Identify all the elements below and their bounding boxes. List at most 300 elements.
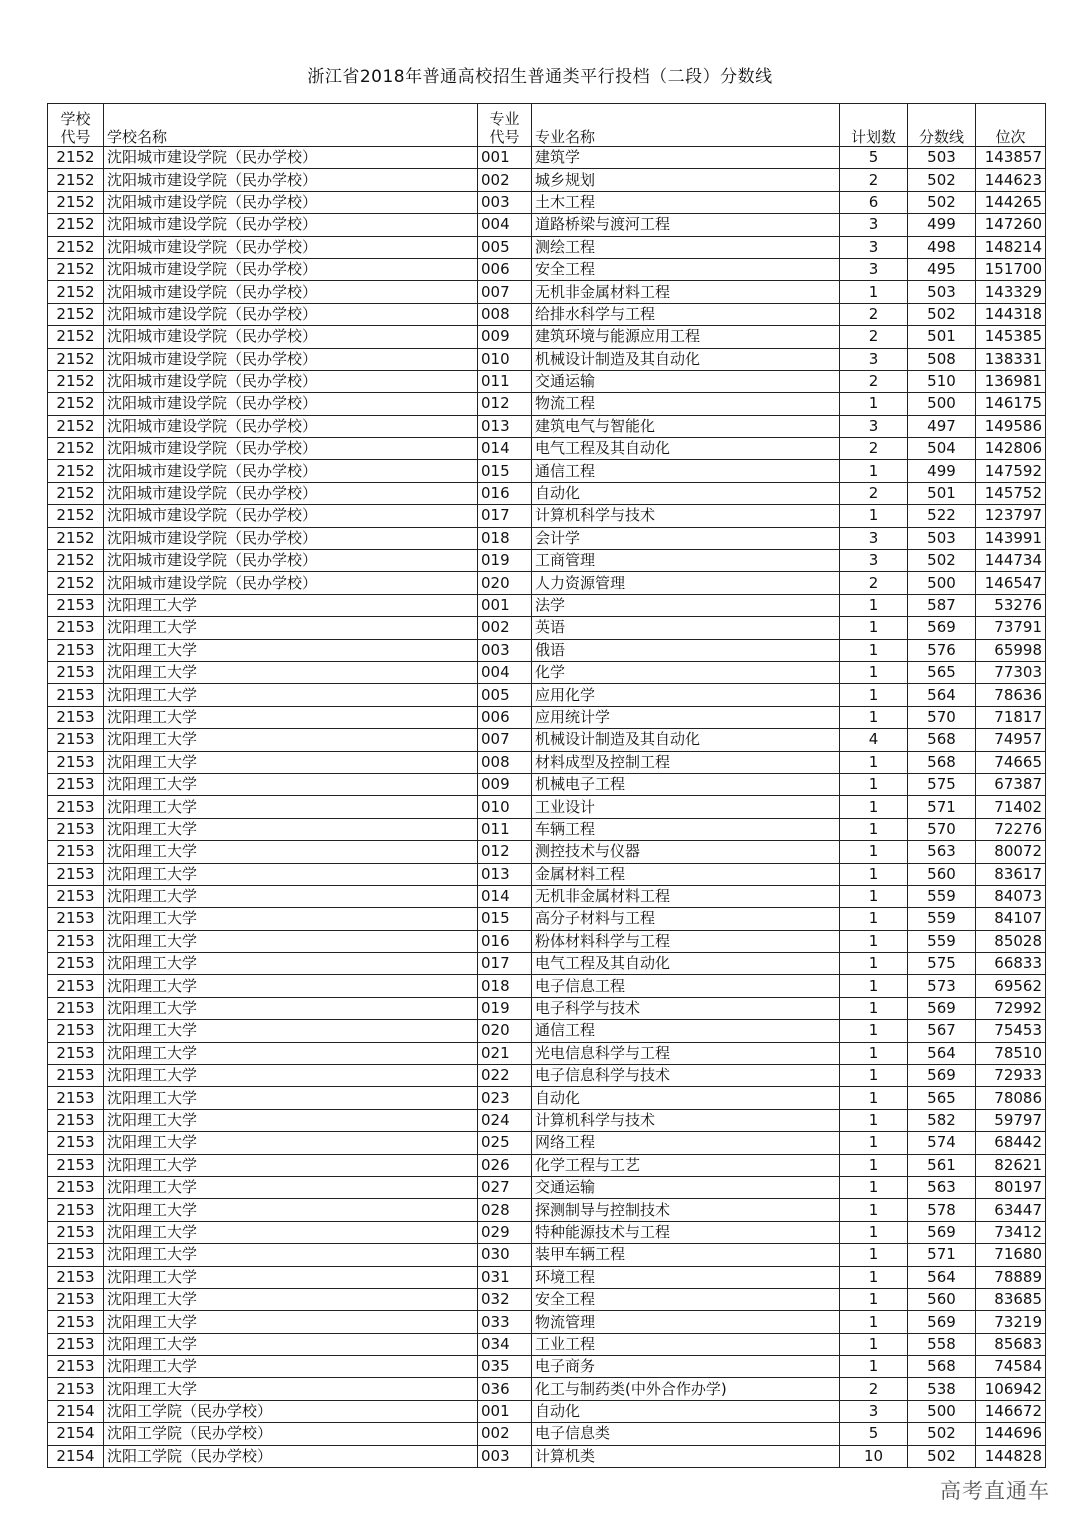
- cell-rank: 65998: [976, 639, 1046, 661]
- cell-rank: 78086: [976, 1087, 1046, 1109]
- cell-score: 568: [908, 1356, 976, 1378]
- header-rank: 位次: [976, 104, 1046, 147]
- header-school-name: 学校名称: [104, 104, 478, 147]
- table-row: [48, 1311, 1046, 1333]
- cell-score: 567: [908, 1020, 976, 1042]
- cell-plan: 1: [840, 1087, 908, 1109]
- cell-plan: 1: [840, 661, 908, 683]
- table-row: [48, 214, 1046, 236]
- cell-major-code: 031: [478, 1266, 532, 1288]
- cell-major-name: 无机非金属材料工程: [532, 885, 840, 907]
- cell-school-name: 沈阳理工大学: [104, 751, 478, 773]
- cell-rank: 147592: [976, 460, 1046, 482]
- cell-major-name: 计算机科学与技术: [532, 505, 840, 527]
- cell-major-name: 机械电子工程: [532, 773, 840, 795]
- cell-major-code: 004: [478, 214, 532, 236]
- cell-rank: 83617: [976, 863, 1046, 885]
- cell-school-name: 沈阳理工大学: [104, 975, 478, 997]
- score-table: [47, 103, 1046, 1468]
- cell-school-name: 沈阳城市建设学院（民办学校）: [104, 214, 478, 236]
- cell-plan: 3: [840, 550, 908, 572]
- cell-score: 558: [908, 1333, 976, 1355]
- cell-score: 565: [908, 1087, 976, 1109]
- cell-plan: 1: [840, 281, 908, 303]
- cell-score: 502: [908, 1423, 976, 1445]
- cell-score: 559: [908, 930, 976, 952]
- cell-plan: 1: [840, 1132, 908, 1154]
- table-row: [48, 1087, 1046, 1109]
- header-score: 分数线: [908, 104, 976, 147]
- table-row: [48, 1199, 1046, 1221]
- cell-school-name: 沈阳理工大学: [104, 796, 478, 818]
- cell-score: 522: [908, 505, 976, 527]
- cell-school-name: 沈阳理工大学: [104, 818, 478, 840]
- cell-major-name: 交通运输: [532, 370, 840, 392]
- cell-rank: 84073: [976, 885, 1046, 907]
- cell-major-name: 化工与制药类(中外合作办学): [532, 1378, 840, 1400]
- table-row: [48, 841, 1046, 863]
- cell-rank: 148214: [976, 236, 1046, 258]
- cell-plan: 1: [840, 841, 908, 863]
- cell-rank: 68442: [976, 1132, 1046, 1154]
- cell-school-name: 沈阳理工大学: [104, 930, 478, 952]
- cell-major-code: 027: [478, 1176, 532, 1198]
- cell-major-name: 电子商务: [532, 1356, 840, 1378]
- cell-major-name: 英语: [532, 617, 840, 639]
- cell-major-code: 007: [478, 281, 532, 303]
- cell-major-name: 电子科学与技术: [532, 997, 840, 1019]
- cell-score: 510: [908, 370, 976, 392]
- cell-major-code: 001: [478, 1400, 532, 1422]
- cell-plan: 1: [840, 773, 908, 795]
- cell-school-code: 2153: [48, 885, 104, 907]
- cell-school-code: 2153: [48, 617, 104, 639]
- cell-major-code: 006: [478, 258, 532, 280]
- cell-plan: 1: [840, 1020, 908, 1042]
- cell-rank: 72992: [976, 997, 1046, 1019]
- cell-score: 564: [908, 1266, 976, 1288]
- cell-school-name: 沈阳城市建设学院（民办学校）: [104, 438, 478, 460]
- cell-plan: 1: [840, 796, 908, 818]
- table-row: [48, 1132, 1046, 1154]
- table-row: [48, 527, 1046, 549]
- cell-score: 502: [908, 550, 976, 572]
- cell-major-name: 工业工程: [532, 1333, 840, 1355]
- cell-major-name: 机械设计制造及其自动化: [532, 348, 840, 370]
- cell-school-code: 2152: [48, 438, 104, 460]
- cell-rank: 144696: [976, 1423, 1046, 1445]
- cell-major-code: 002: [478, 617, 532, 639]
- cell-major-name: 化学工程与工艺: [532, 1154, 840, 1176]
- cell-school-code: 2153: [48, 1311, 104, 1333]
- cell-score: 502: [908, 1445, 976, 1467]
- cell-school-name: 沈阳理工大学: [104, 953, 478, 975]
- cell-major-code: 018: [478, 975, 532, 997]
- table-row: [48, 303, 1046, 325]
- cell-school-code: 2154: [48, 1400, 104, 1422]
- cell-plan: 4: [840, 729, 908, 751]
- table-row: [48, 191, 1046, 213]
- cell-major-name: 电子信息类: [532, 1423, 840, 1445]
- cell-score: 568: [908, 729, 976, 751]
- cell-school-code: 2153: [48, 594, 104, 616]
- cell-major-code: 008: [478, 751, 532, 773]
- cell-major-name: 会计学: [532, 527, 840, 549]
- table-row: [48, 617, 1046, 639]
- cell-school-name: 沈阳城市建设学院（民办学校）: [104, 505, 478, 527]
- cell-plan: 3: [840, 1400, 908, 1422]
- cell-rank: 78636: [976, 684, 1046, 706]
- cell-school-code: 2152: [48, 460, 104, 482]
- table-body: [48, 104, 1046, 1468]
- cell-score: 564: [908, 684, 976, 706]
- cell-plan: 1: [840, 684, 908, 706]
- cell-plan: 1: [840, 1244, 908, 1266]
- cell-rank: 145385: [976, 326, 1046, 348]
- cell-rank: 74665: [976, 751, 1046, 773]
- cell-plan: 2: [840, 1378, 908, 1400]
- cell-school-code: 2152: [48, 281, 104, 303]
- cell-major-code: 013: [478, 415, 532, 437]
- table-row: [48, 348, 1046, 370]
- cell-major-code: 012: [478, 841, 532, 863]
- cell-rank: 146547: [976, 572, 1046, 594]
- cell-score: 508: [908, 348, 976, 370]
- cell-major-code: 023: [478, 1087, 532, 1109]
- cell-plan: 1: [840, 1221, 908, 1243]
- cell-major-code: 004: [478, 661, 532, 683]
- table-row: [48, 1356, 1046, 1378]
- cell-major-name: 电气工程及其自动化: [532, 953, 840, 975]
- cell-major-code: 020: [478, 1020, 532, 1042]
- cell-major-name: 光电信息科学与工程: [532, 1042, 840, 1064]
- table-row: [48, 169, 1046, 191]
- cell-rank: 144265: [976, 191, 1046, 213]
- cell-rank: 63447: [976, 1199, 1046, 1221]
- header-major-code-line2: 代号: [489, 128, 520, 146]
- header-row: [48, 104, 1046, 147]
- table-row: [48, 1221, 1046, 1243]
- cell-school-code: 2153: [48, 751, 104, 773]
- cell-major-code: 017: [478, 953, 532, 975]
- cell-major-code: 014: [478, 885, 532, 907]
- cell-school-code: 2152: [48, 326, 104, 348]
- cell-school-code: 2152: [48, 258, 104, 280]
- table-row: [48, 147, 1046, 169]
- table-row: [48, 1020, 1046, 1042]
- table-row: [48, 438, 1046, 460]
- cell-school-name: 沈阳理工大学: [104, 1244, 478, 1266]
- cell-school-code: 2153: [48, 908, 104, 930]
- cell-school-code: 2153: [48, 729, 104, 751]
- cell-rank: 82621: [976, 1154, 1046, 1176]
- cell-score: 502: [908, 169, 976, 191]
- cell-score: 587: [908, 594, 976, 616]
- cell-score: 570: [908, 706, 976, 728]
- cell-rank: 144623: [976, 169, 1046, 191]
- cell-major-name: 给排水科学与工程: [532, 303, 840, 325]
- cell-rank: 72276: [976, 818, 1046, 840]
- cell-rank: 66833: [976, 953, 1046, 975]
- cell-plan: 1: [840, 885, 908, 907]
- table-row: [48, 1333, 1046, 1355]
- cell-score: 573: [908, 975, 976, 997]
- cell-score: 498: [908, 236, 976, 258]
- cell-major-code: 019: [478, 997, 532, 1019]
- cell-school-code: 2153: [48, 661, 104, 683]
- cell-major-name: 物流管理: [532, 1311, 840, 1333]
- cell-school-code: 2153: [48, 1378, 104, 1400]
- cell-school-code: 2153: [48, 997, 104, 1019]
- cell-school-code: 2153: [48, 706, 104, 728]
- table-row: [48, 572, 1046, 594]
- cell-major-code: 012: [478, 393, 532, 415]
- cell-rank: 145752: [976, 482, 1046, 504]
- cell-major-name: 机械设计制造及其自动化: [532, 729, 840, 751]
- cell-plan: 6: [840, 191, 908, 213]
- cell-major-name: 计算机类: [532, 1445, 840, 1467]
- cell-score: 575: [908, 773, 976, 795]
- cell-school-name: 沈阳理工大学: [104, 706, 478, 728]
- cell-rank: 69562: [976, 975, 1046, 997]
- cell-major-name: 安全工程: [532, 1288, 840, 1310]
- table-row: [48, 1109, 1046, 1131]
- cell-school-name: 沈阳理工大学: [104, 997, 478, 1019]
- cell-plan: 1: [840, 975, 908, 997]
- cell-major-name: 电子信息科学与技术: [532, 1065, 840, 1087]
- table-row: [48, 1244, 1046, 1266]
- cell-school-name: 沈阳城市建设学院（民办学校）: [104, 258, 478, 280]
- cell-major-name: 通信工程: [532, 460, 840, 482]
- cell-score: 569: [908, 1311, 976, 1333]
- cell-rank: 149586: [976, 415, 1046, 437]
- cell-score: 497: [908, 415, 976, 437]
- cell-plan: 5: [840, 147, 908, 169]
- cell-major-code: 013: [478, 863, 532, 885]
- cell-plan: 5: [840, 1423, 908, 1445]
- cell-major-code: 021: [478, 1042, 532, 1064]
- cell-score: 499: [908, 214, 976, 236]
- cell-school-code: 2153: [48, 1020, 104, 1042]
- cell-school-code: 2153: [48, 1087, 104, 1109]
- cell-major-code: 011: [478, 818, 532, 840]
- cell-rank: 83685: [976, 1288, 1046, 1310]
- table-row: [48, 1378, 1046, 1400]
- cell-score: 574: [908, 1132, 976, 1154]
- cell-major-code: 011: [478, 370, 532, 392]
- table-row: [48, 885, 1046, 907]
- cell-score: 499: [908, 460, 976, 482]
- cell-major-code: 036: [478, 1378, 532, 1400]
- cell-school-code: 2153: [48, 1244, 104, 1266]
- cell-rank: 71817: [976, 706, 1046, 728]
- cell-major-code: 009: [478, 326, 532, 348]
- cell-school-name: 沈阳理工大学: [104, 1087, 478, 1109]
- cell-rank: 78889: [976, 1266, 1046, 1288]
- cell-major-code: 032: [478, 1288, 532, 1310]
- cell-score: 575: [908, 953, 976, 975]
- cell-school-name: 沈阳城市建设学院（民办学校）: [104, 572, 478, 594]
- cell-rank: 146672: [976, 1400, 1046, 1422]
- cell-plan: 1: [840, 1333, 908, 1355]
- cell-major-name: 环境工程: [532, 1266, 840, 1288]
- cell-plan: 3: [840, 214, 908, 236]
- table-row: [48, 1423, 1046, 1445]
- table-row: [48, 729, 1046, 751]
- cell-plan: 1: [840, 1042, 908, 1064]
- cell-major-name: 网络工程: [532, 1132, 840, 1154]
- cell-major-code: 016: [478, 482, 532, 504]
- cell-major-code: 025: [478, 1132, 532, 1154]
- cell-school-name: 沈阳工学院（民办学校）: [104, 1445, 478, 1467]
- cell-rank: 71680: [976, 1244, 1046, 1266]
- cell-score: 500: [908, 1400, 976, 1422]
- cell-major-code: 033: [478, 1311, 532, 1333]
- cell-plan: 1: [840, 1109, 908, 1131]
- cell-rank: 53276: [976, 594, 1046, 616]
- cell-score: 571: [908, 796, 976, 818]
- cell-school-code: 2152: [48, 236, 104, 258]
- cell-score: 504: [908, 438, 976, 460]
- cell-major-name: 装甲车辆工程: [532, 1244, 840, 1266]
- cell-school-name: 沈阳理工大学: [104, 1221, 478, 1243]
- cell-school-code: 2153: [48, 1221, 104, 1243]
- cell-major-name: 工商管理: [532, 550, 840, 572]
- cell-plan: 2: [840, 438, 908, 460]
- cell-major-code: 019: [478, 550, 532, 572]
- table-row: [48, 751, 1046, 773]
- cell-score: 576: [908, 639, 976, 661]
- cell-school-code: 2152: [48, 550, 104, 572]
- cell-school-name: 沈阳理工大学: [104, 1154, 478, 1176]
- cell-score: 578: [908, 1199, 976, 1221]
- cell-school-code: 2153: [48, 796, 104, 818]
- cell-school-code: 2153: [48, 975, 104, 997]
- header-school-code-line2: 代号: [60, 128, 91, 146]
- table-row: [48, 997, 1046, 1019]
- cell-plan: 1: [840, 818, 908, 840]
- cell-major-name: 化学: [532, 661, 840, 683]
- cell-plan: 2: [840, 572, 908, 594]
- cell-major-code: 034: [478, 1333, 532, 1355]
- table-row: [48, 370, 1046, 392]
- cell-major-code: 006: [478, 706, 532, 728]
- table-row: [48, 236, 1046, 258]
- cell-rank: 143329: [976, 281, 1046, 303]
- cell-major-name: 测绘工程: [532, 236, 840, 258]
- cell-school-name: 沈阳城市建设学院（民办学校）: [104, 236, 478, 258]
- cell-major-name: 应用统计学: [532, 706, 840, 728]
- cell-school-name: 沈阳理工大学: [104, 1378, 478, 1400]
- cell-rank: 73219: [976, 1311, 1046, 1333]
- cell-school-name: 沈阳理工大学: [104, 1199, 478, 1221]
- cell-major-name: 俄语: [532, 639, 840, 661]
- table-row: [48, 1400, 1046, 1422]
- cell-school-name: 沈阳理工大学: [104, 1020, 478, 1042]
- cell-school-code: 2152: [48, 482, 104, 504]
- table-row: [48, 550, 1046, 572]
- cell-rank: 136981: [976, 370, 1046, 392]
- cell-major-code: 005: [478, 236, 532, 258]
- cell-school-name: 沈阳城市建设学院（民办学校）: [104, 527, 478, 549]
- cell-plan: 1: [840, 751, 908, 773]
- cell-plan: 1: [840, 1266, 908, 1288]
- cell-major-code: 001: [478, 147, 532, 169]
- table-row: [48, 639, 1046, 661]
- cell-rank: 75453: [976, 1020, 1046, 1042]
- cell-school-name: 沈阳理工大学: [104, 863, 478, 885]
- cell-major-name: 自动化: [532, 1087, 840, 1109]
- cell-school-code: 2152: [48, 505, 104, 527]
- header-major-name: 专业名称: [532, 104, 840, 147]
- cell-school-name: 沈阳理工大学: [104, 1288, 478, 1310]
- cell-rank: 85028: [976, 930, 1046, 952]
- cell-school-code: 2152: [48, 169, 104, 191]
- cell-plan: 1: [840, 953, 908, 975]
- cell-school-code: 2154: [48, 1445, 104, 1467]
- table-row: [48, 326, 1046, 348]
- cell-school-code: 2153: [48, 1154, 104, 1176]
- cell-major-name: 电子信息工程: [532, 975, 840, 997]
- cell-school-code: 2153: [48, 1288, 104, 1310]
- cell-major-code: 020: [478, 572, 532, 594]
- cell-major-code: 022: [478, 1065, 532, 1087]
- cell-major-code: 030: [478, 1244, 532, 1266]
- cell-rank: 143857: [976, 147, 1046, 169]
- cell-score: 565: [908, 661, 976, 683]
- cell-score: 503: [908, 147, 976, 169]
- cell-score: 563: [908, 841, 976, 863]
- cell-major-name: 电气工程及其自动化: [532, 438, 840, 460]
- cell-score: 501: [908, 326, 976, 348]
- cell-plan: 1: [840, 930, 908, 952]
- cell-rank: 85683: [976, 1333, 1046, 1355]
- page-title: 浙江省2018年普通高校招生普通类平行投档（二段）分数线: [307, 67, 773, 87]
- cell-school-code: 2153: [48, 1042, 104, 1064]
- cell-school-name: 沈阳城市建设学院（民办学校）: [104, 147, 478, 169]
- cell-score: 571: [908, 1244, 976, 1266]
- cell-major-code: 024: [478, 1109, 532, 1131]
- header-major-code-line1: 专业: [489, 110, 520, 128]
- table-row: [48, 773, 1046, 795]
- cell-major-code: 014: [478, 438, 532, 460]
- cell-plan: 1: [840, 1065, 908, 1087]
- cell-plan: 1: [840, 460, 908, 482]
- table-row: [48, 953, 1046, 975]
- table-row: [48, 661, 1046, 683]
- cell-plan: 1: [840, 1199, 908, 1221]
- cell-major-code: 001: [478, 594, 532, 616]
- cell-score: 569: [908, 1065, 976, 1087]
- cell-plan: 1: [840, 1154, 908, 1176]
- cell-major-name: 建筑学: [532, 147, 840, 169]
- cell-major-code: 003: [478, 639, 532, 661]
- cell-school-code: 2152: [48, 191, 104, 213]
- cell-score: 568: [908, 751, 976, 773]
- cell-school-code: 2153: [48, 863, 104, 885]
- cell-major-code: 029: [478, 1221, 532, 1243]
- cell-major-name: 应用化学: [532, 684, 840, 706]
- cell-school-name: 沈阳理工大学: [104, 908, 478, 930]
- cell-school-name: 沈阳城市建设学院（民办学校）: [104, 191, 478, 213]
- cell-school-code: 2153: [48, 1065, 104, 1087]
- cell-major-name: 计算机科学与技术: [532, 1109, 840, 1131]
- cell-school-name: 沈阳城市建设学院（民办学校）: [104, 303, 478, 325]
- cell-school-name: 沈阳工学院（民办学校）: [104, 1400, 478, 1422]
- cell-major-code: 015: [478, 460, 532, 482]
- cell-major-name: 城乡规划: [532, 169, 840, 191]
- cell-rank: 147260: [976, 214, 1046, 236]
